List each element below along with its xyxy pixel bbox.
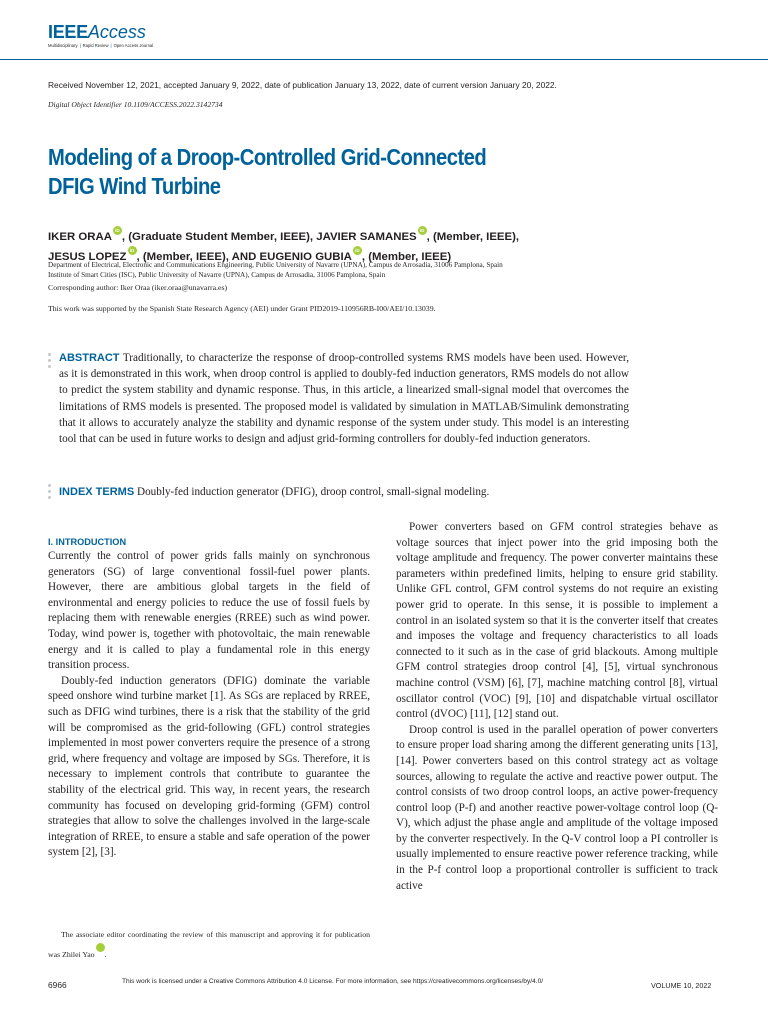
logo-tag-item: Rapid Review: [82, 43, 109, 48]
section-heading: I. INTRODUCTION: [48, 537, 127, 547]
left-column: [48, 536, 370, 861]
author-line: [48, 226, 519, 246]
body-paragraph: Doubly-fed induction generators (DFIG) dominate the variable speed onshore wind turbine market [1]. As SGs are replaced by RREE, such as DFIG wind turbines, there is a risk that the stability of the grid will be compromised as the grid-following (GFL) control strategies implemented in most power converters require the presence of a strong grid, where frequency and voltage are imposed by SGs. Therefore, it is necessary to implement controls that contribute to guarantee the stability of the electrical grid. This way, in recent years, the research community has focused on developing grid-forming (GFM) control strategies that allow to solve the challenges involved in the large-scale integration of RREE, to ensure a stable and safe operation of the power system [2], [3].: [48, 674, 370, 859]
logo-tagline: Multidisciplinary | Rapid Review | Open Access Journal: [48, 43, 154, 48]
logo-access-text: Access: [87, 22, 146, 42]
footnote-text: The associate editor coordinating the review of this manuscript and approving it for publication was Zhilei Yao: [48, 930, 370, 959]
paper-title: [48, 143, 598, 201]
index-terms-dots-icon: [48, 484, 52, 502]
abstract-dots-icon: [48, 353, 52, 371]
journal-logo: [48, 22, 153, 48]
body-paragraph: Droop control is used in the parallel operation of power converters to ensure proper load sharing among the different generating units [13], [14]. Power converters based on this control strategy act as voltage sources, allowing to regulate the active and reactive power output. The control consists of two droop control loops, an active power-frequency control loop (P-f) and another reactive power-voltage control loop (Q-V), which adjust the phase angle and amplitude of the voltage imposed by the converter respectively. In the Q-V control loop a PI controller is usually implemented to ensure reactive power reference tracking, while in the P-f control loop a proportional controller is sufficient to track active: [396, 723, 718, 892]
affiliation-line: Institute of Smart Cities (ISC), Public University of Navarre (UPNA), Campus de Arrosadia, 31006 Pamplona, Spain: [48, 270, 386, 279]
author-name: IKER ORAA: [48, 231, 112, 243]
abstract: [59, 350, 629, 447]
doi-value[interactable]: 10.1109/ACCESS.2022.3142734: [123, 100, 223, 109]
index-terms-text: Doubly-fed induction generator (DFIG), droop control, small-signal modeling.: [136, 486, 490, 498]
title-line: DFIG Wind Turbine: [48, 173, 221, 199]
orcid-icon[interactable]: [96, 943, 105, 952]
header-divider: [0, 59, 768, 60]
logo-ieee-text: IEEE: [48, 22, 88, 42]
doi-line: [48, 99, 223, 110]
index-terms: [59, 484, 629, 500]
abstract-text: Traditionally, to characterize the response of droop-controlled systems RMS models have been used. However, as it is demonstrated in this work, when droop control is applied to doubly-fed induction generators, RMS models do not allow to predict the system stability and dynamic response. Thus, in this article, a linearized small-signal model that overcomes the limitations of RMS models is presented. The proposed model is validated by simulation in MATLAB/Simulink demonstrating that it allows to accurately analyze the stability and dynamic response of the system under study. This model is an interesting tool that can be used in future works to design and adjust grid-forming controllers for doubly-fed induction generators.: [59, 352, 629, 446]
corresponding-author: Corresponding author: Iker Oraa (iker.oraa@unavarra.es): [48, 283, 228, 292]
author-name: JESUS LOPEZ: [48, 250, 127, 263]
orcid-icon[interactable]: [113, 226, 122, 235]
page-number: 6966: [48, 980, 67, 990]
author-name: JAVIER SAMANES: [316, 231, 417, 243]
license-note[interactable]: This work is licensed under a Creative Commons Attribution 4.0 License. For more information, see https://creativecommons.org/licenses/by/4.0/: [122, 978, 544, 985]
orcid-icon[interactable]: [353, 246, 362, 255]
index-terms-label: INDEX TERMS: [59, 486, 135, 498]
author-membership: , (Member, IEEE),: [426, 231, 520, 243]
body-paragraph: Currently the control of power grids falls mainly on synchronous generators (SG) of large conventional fossil-fuel power plants. However, there are ambitious global targets in the field of environmental and energy policies to reduce the use of fossil fuels by replacing them with renewable energies (RREE) such as wind power. Today, wind power is, together with photovoltaic, the main renewable energy and it is called to play a fundamental role in this energy transition process.: [48, 550, 370, 672]
funding-note: This work was supported by the Spanish State Research Agency (AEI) under Grant PID2019-110956RB-I00/AEI/10.13039.: [48, 304, 436, 313]
author-membership: , (Member, IEEE): [361, 250, 452, 263]
abstract-label: ABSTRACT: [59, 352, 120, 364]
right-column: [396, 520, 718, 894]
author-membership: , (Graduate Student Member, IEEE),: [121, 231, 317, 243]
author-list: [48, 226, 519, 265]
received-dates: Received November 12, 2021, accepted January 9, 2022, date of publication January 13, 2022, date of current version January 20, 2022.: [48, 80, 557, 90]
volume-label: VOLUME 10, 2022: [651, 981, 712, 990]
affiliation-line: Department of Electrical, Electronic and Communications Engineering, Public University of Navarre (UPNA), Campus de Arrosadia, 31006 Pamplona, Spain: [48, 261, 503, 269]
author-name: EUGENIO GUBIA: [259, 250, 352, 263]
logo-tag-item: Multidisciplinary: [48, 43, 78, 48]
orcid-icon[interactable]: [128, 246, 137, 255]
logo-tag-item: Open Access Journal: [113, 43, 154, 48]
title-line: Modeling of a Droop-Controlled Grid-Connected: [48, 144, 487, 170]
body-paragraph: Power converters based on GFM control strategies behave as voltage sources that inject power into the grid imposing both the voltage amplitude and frequency. The power converter maintains these parameters within predefined limits, helping to ensure grid stability. Unlike GFL control, GFM control systems do not require an existing power grid to operate. In this sense, it is possible to implement a control in an isolated system so that it is the converter itself that creates and imposes the voltage and frequency characteristics to all loads connected to it such as in the case of grid blackouts. Among multiple GFM control strategies droop control [4], [5], virtual synchronous machine control (VSM) [6], [7], machine matching control [8], virtual oscillator control (VOC) [9], [10] and dispatchable virtual oscillator control (dVOC) [11], [12] stand out.: [396, 521, 718, 721]
logo-wordmark: [48, 22, 153, 42]
author-membership: , (Member, IEEE), AND: [136, 250, 260, 263]
affiliations: [48, 261, 503, 280]
editor-footnote: The associate editor coordinating the review of this manuscript and approving it for publication was Zhilei YaoiD .: [48, 927, 370, 962]
orcid-icon[interactable]: [418, 226, 427, 235]
doi-label: Digital Object Identifier: [48, 100, 122, 109]
